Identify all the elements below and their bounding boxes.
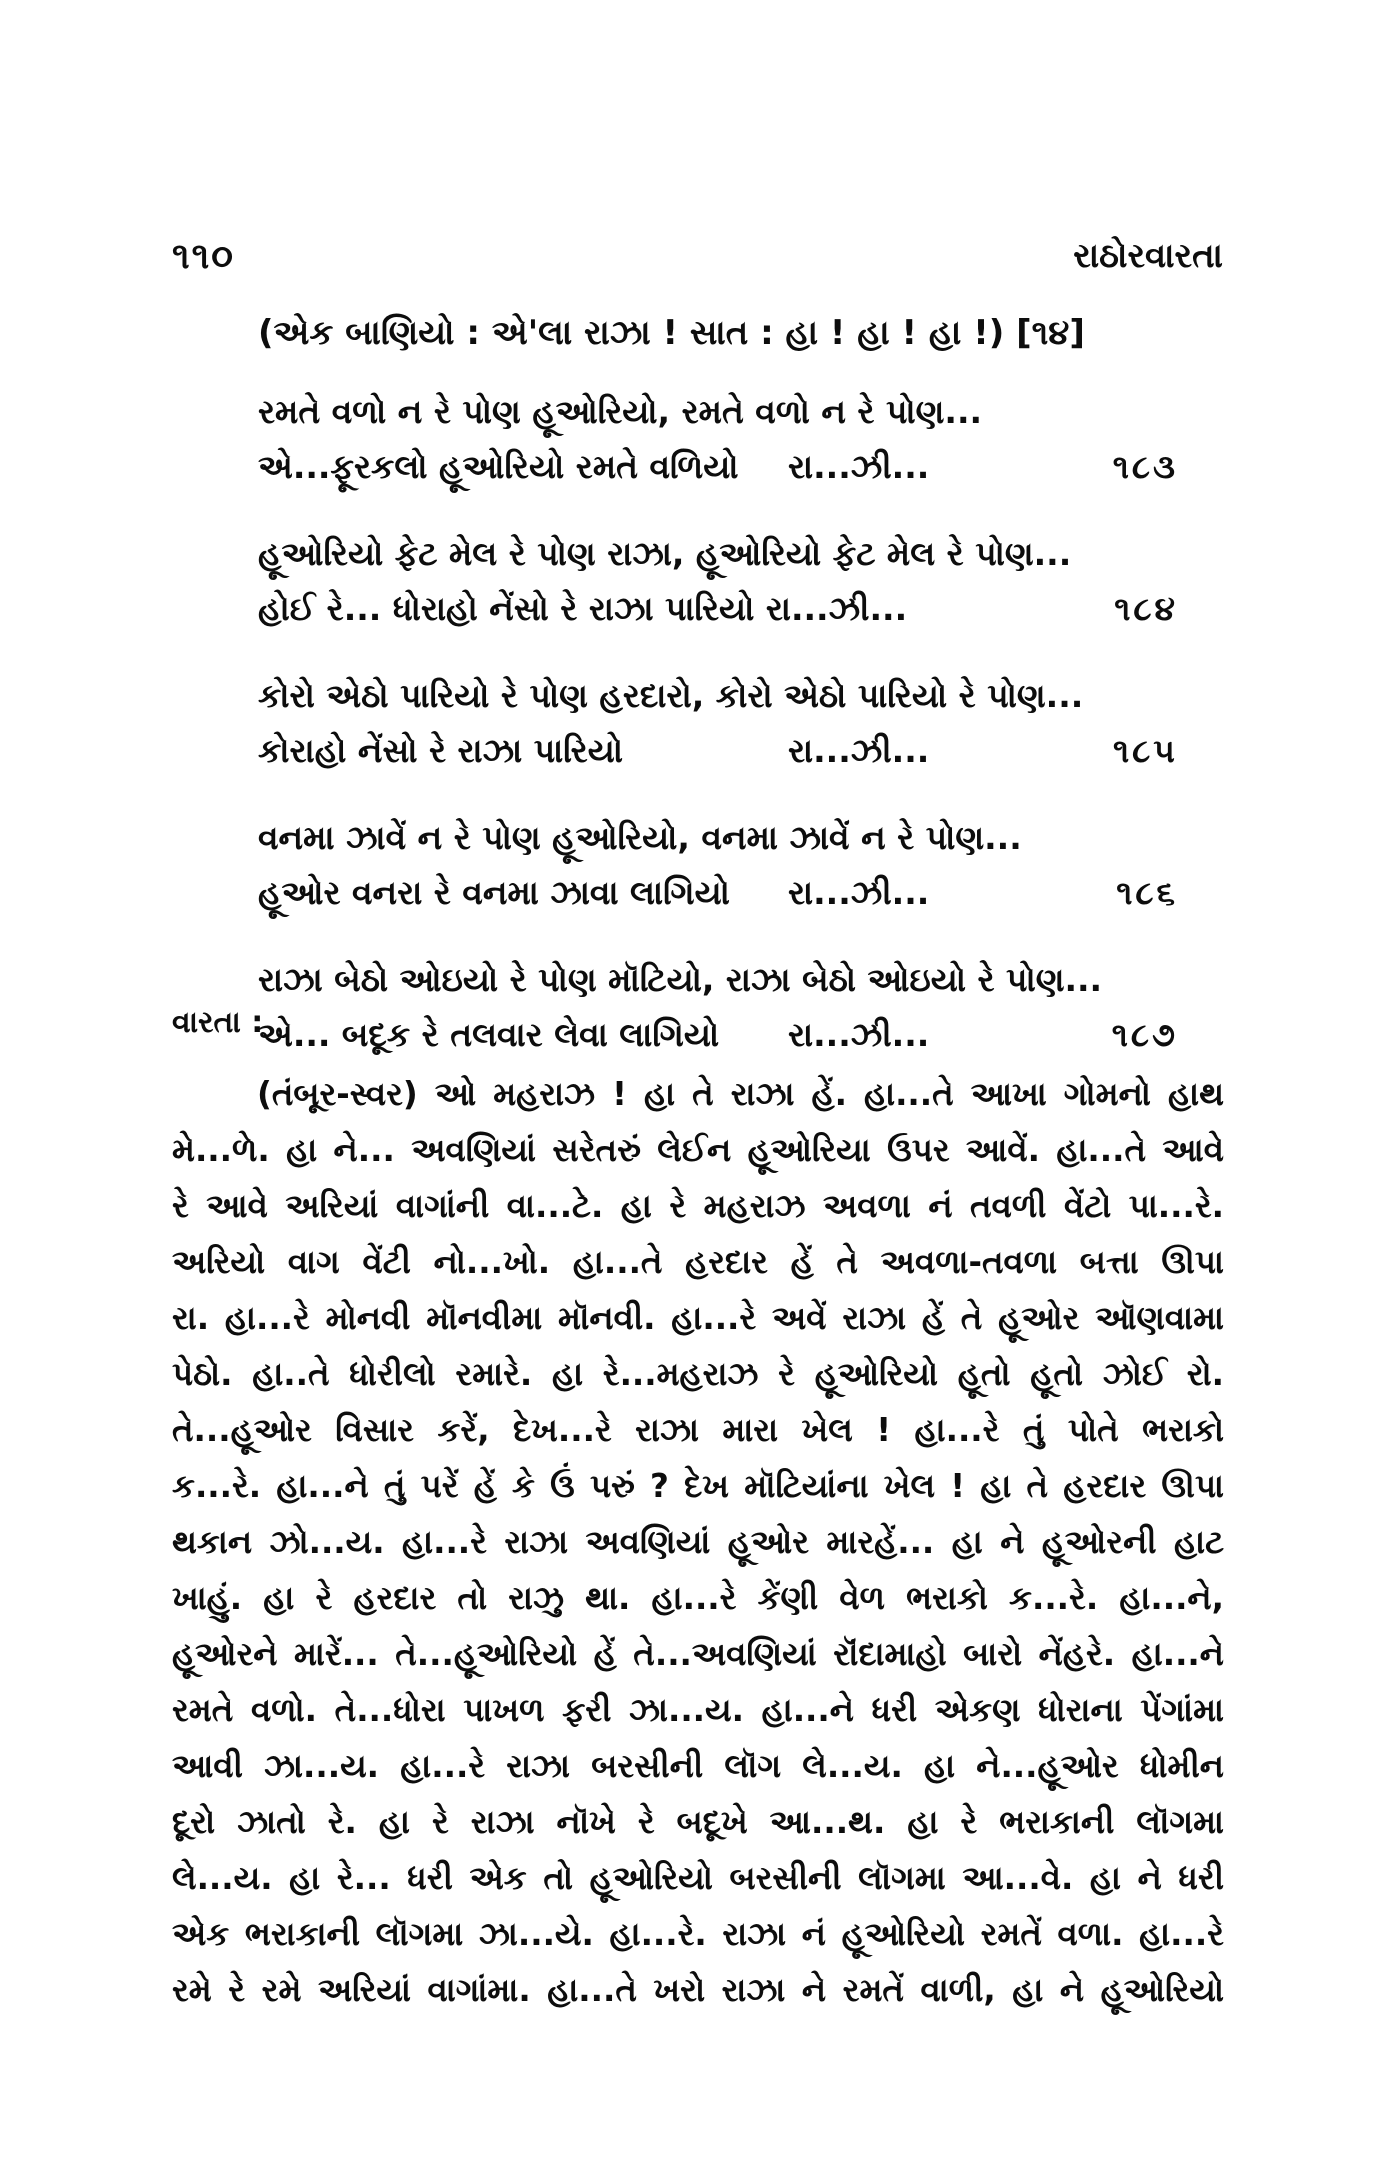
- verse-refrain: રા...ઝી...: [788, 447, 930, 486]
- stanza: [258, 526, 1178, 636]
- verse-line: [258, 1007, 1178, 1062]
- verse-line: વનમા ઝાવેં ન રે પોણ હૂઓરિયો, વનમા ઝાવેં ન રે પોણ...: [258, 818, 1022, 857]
- prose-line: આવી ઝા...ય. હા...રે રાઝા બરસીની લૉગ લે...ય. હા ને...હૂઓર ધોમીન: [172, 1747, 1224, 1785]
- page-number: ૧૧૦: [172, 236, 235, 277]
- prose-line: ખાહું. હા રે હરદાર તો રાઝુ થા. હા...રે કેંણી વેળ ભરાકો ક...રે. હા...ને,: [172, 1579, 1224, 1617]
- verse-refrain: રા...ઝી...: [788, 731, 930, 770]
- verse-text: હોઈ રે... ધોરાહો નેંસો રે રાઝા પારિયો રા...ઝી...: [258, 589, 908, 628]
- verse-line: [258, 723, 1178, 778]
- prose-line: રમે રે રમે અરિયાં વાગાંમા. હા...તે ખરો રાઝા ને રમતેં વાળી, હા ને હૂઓરિયો: [172, 1971, 1224, 2009]
- verse-text: એ... બદૂક રે તલવાર લેવા લાગિયો: [258, 1015, 720, 1054]
- stanza: [258, 810, 1178, 920]
- stanza: [258, 384, 1178, 494]
- verse-refrain: રા...ઝી...: [788, 1015, 930, 1054]
- verse-block: [258, 384, 1178, 1094]
- verse-line: રાઝા બેઠો ઓઇયો રે પોણ મૉટિયો, રાઝા બેઠો ઓઇયો રે પોણ...: [258, 960, 1103, 999]
- prose-line: હૂઓરને મારેં... તે...હૂઓરિયો હેં તે...અવણિયાં રૉંદામાહો બારો નેંહરે. હા...ને: [172, 1635, 1224, 1673]
- prose-block: [172, 1066, 1224, 2018]
- verse-text: એ...ફૂરકલો હૂઓરિયો રમતે વળિયો: [258, 447, 739, 486]
- prose-line: મે...ળે. હા ને... અવણિયાં સરેતરું લેઈન હૂઓરિયા ઉપર આવેં. હા...તે આવે: [172, 1131, 1224, 1169]
- prose-line: અરિયો વાગ વેંટી નો...ખો. હા...તે હરદાર હેં તે અવળા-તવળા બત્તા ઊપા: [172, 1243, 1224, 1281]
- verse-number: ૧૮૭: [1111, 1015, 1178, 1054]
- prose-line: ક...રે. હા...ને તું પરેં હેં કે ઉં પરું ? દેખ મૉટિયાંના ખેલ ! હા તે હરદાર ઊપા: [172, 1467, 1224, 1505]
- prose-line: થકાન ઝો...ય. હા...રે રાઝા અવણિયાં હૂઓર મારહેં... હા ને હૂઓરની હાટ: [172, 1523, 1224, 1561]
- verse-number: ૧૮૫: [1112, 731, 1178, 770]
- section-label: વારતા :: [172, 1005, 264, 1040]
- verse-refrain: રા...ઝી...: [788, 873, 930, 912]
- verse-text: કોરાહો નેંસો રે રાઝા પારિયો: [258, 731, 623, 770]
- verse-line: રમતે વળો ન રે પોણ હૂઓરિયો, રમતે વળો ન રે પોણ...: [258, 392, 983, 431]
- prose-line: રમતે વળો. તે...ધોરા પાખળ ફરી ઝા...ય. હા...ને ધરી એકણ ધોરાના પેંગાંમા: [172, 1691, 1224, 1729]
- intro-line: (એક બાણિયો : એ'લા રાઝા ! સાત : હા ! હા ! હા !) [૧૪]: [258, 313, 1085, 353]
- prose-line: રા. હા...રે મોનવી મૉનવીમા મૉનવી. હા...રે અવેં રાઝા હેં તે હૂઓર ઑણવામા: [172, 1299, 1224, 1337]
- prose-line: દૂરો ઝાતો રે. હા રે રાઝા નૉખે રે બદૂખે આ...થ. હા રે ભરાકાની લૉગમા: [172, 1803, 1224, 1841]
- verse-line: [258, 865, 1178, 920]
- prose-line: રે આવે અરિયાં વાગાંની વા...ટે. હા રે મહરાઝ અવળા નં તવળી વેંટો પા...રે.: [172, 1187, 1224, 1225]
- verse-number: ૧૮૪: [1114, 589, 1178, 628]
- verse-number: ૧૮૩: [1112, 447, 1178, 486]
- verse-line: [258, 581, 1178, 636]
- verse-text: હૂઓર વનરા રે વનમા ઝાવા લાગિયો: [258, 873, 730, 912]
- prose-line: તે...હૂઓર વિસાર કરેં, દેખ...રે રાઝા મારા ખેલ ! હા...રે તું પોતે ભરાકો: [172, 1411, 1224, 1449]
- stanza: [258, 668, 1178, 778]
- prose-line: લે...ય. હા રે... ધરી એક તો હૂઓરિયો બરસીની લૉગમા આ...વે. હા ને ધરી: [172, 1859, 1224, 1897]
- verse-line: હૂઓરિયો ફેટ મેલ રે પોણ રાઝા, હૂઓરિયો ફેટ મેલ રે પોણ...: [258, 534, 1072, 573]
- prose-line: (તંબૂર-સ્વર) ઓ મહરાઝ ! હા તે રાઝા હેં. હા...તે આખા ગોમનો હાથ: [257, 1075, 1224, 1113]
- stanza: [258, 952, 1178, 1062]
- verse-number: ૧૮૬: [1116, 873, 1178, 912]
- prose-line: પેઠો. હા..તે ધોરીલો રમારે. હા રે...મહરાઝ રે હૂઓરિયો હૂતો હૂતો ઝોઈ રો.: [172, 1355, 1224, 1393]
- verse-line: કોરો એઠો પારિયો રે પોણ હરદારો, કોરો એઠો પારિયો રે પોણ...: [258, 676, 1084, 715]
- running-head: રાઠોરવારતા: [1073, 236, 1223, 276]
- prose-line: એક ભરાકાની લૉગમા ઝા...યે. હા...રે. રાઝા નં હૂઓરિયો રમતેં વળા. હા...રે: [172, 1915, 1224, 1953]
- verse-line: [258, 439, 1178, 494]
